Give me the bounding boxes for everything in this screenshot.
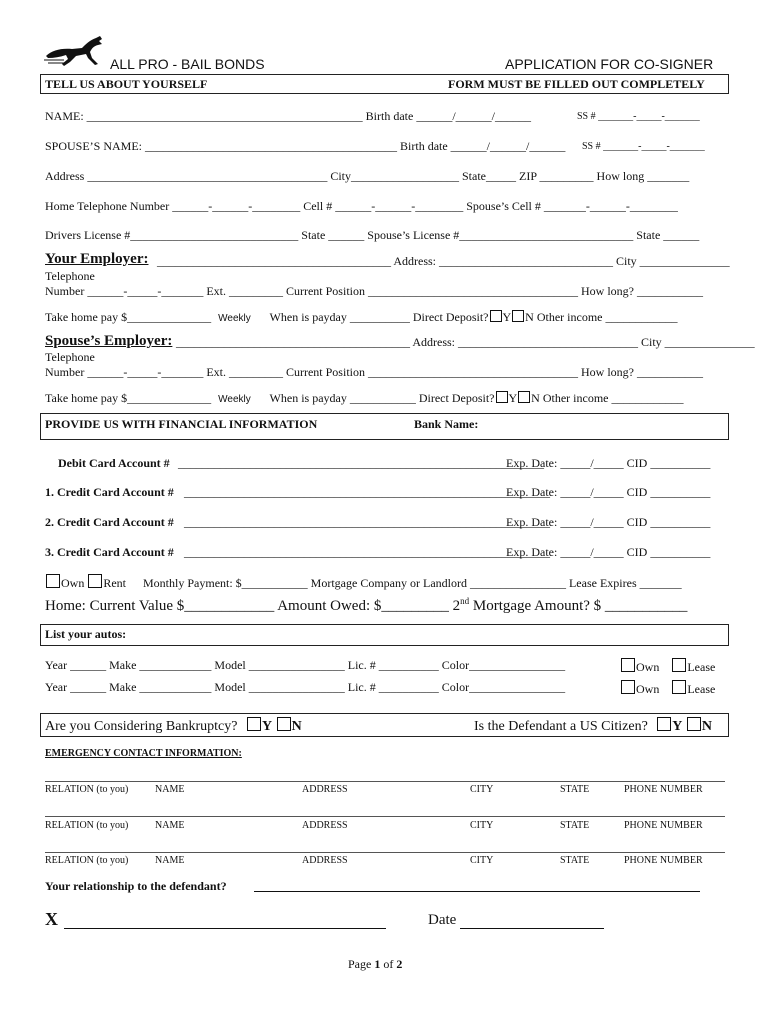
citizen-no-label: N — [701, 719, 713, 734]
rent-label: Rent — [103, 576, 127, 590]
credit-card-1-exp: Exp. Date: _____/_____ CID __________ — [506, 485, 711, 499]
direct-deposit-no-checkbox-1[interactable] — [512, 310, 524, 322]
citizen-label: Is the Defendant a US Citizen? — [474, 719, 648, 734]
company-name: ALL PRO - BAIL BONDS — [110, 56, 265, 72]
bankruptcy-yes-label: Y — [261, 719, 273, 734]
section-tell-us-note: FORM MUST BE FILLED OUT COMPLETELY — [448, 77, 705, 91]
ss-row-2: SS # _______-_____-_______ — [582, 141, 705, 152]
date-line[interactable] — [460, 928, 604, 929]
own-label: Own — [61, 576, 85, 590]
section-autos — [40, 624, 729, 646]
drivers-license-row: Drivers License #____________________________ State ______ Spouse’s License #_____________________________ State ______ — [45, 228, 700, 242]
city-label-2: CITY — [470, 820, 494, 831]
take-home-row-1 — [45, 310, 677, 325]
home-value-row — [45, 596, 687, 615]
employer-tel-row: Number ______-_____-_______ Ext. _________ Current Position ___________________________________ How long? ___________ — [45, 284, 703, 298]
credit-card-1-label: 1. Credit Card Account # — [45, 485, 174, 499]
page-total: 2 — [396, 957, 403, 971]
yes-label-1: Y — [502, 310, 512, 324]
citizen-yes-checkbox[interactable] — [657, 717, 671, 731]
direct-deposit-yes-checkbox-2[interactable] — [496, 391, 508, 403]
direct-deposit-yes-checkbox-1[interactable] — [490, 310, 502, 322]
page-current: 1 — [374, 957, 381, 971]
other-income-1: N Other income ____________ — [525, 310, 678, 324]
credit-card-3-exp: Exp. Date: _____/_____ CID __________ — [506, 545, 711, 559]
rent-checkbox[interactable] — [88, 574, 102, 588]
bankruptcy-no-checkbox[interactable] — [277, 717, 291, 731]
payday-2: When is payday ___________ Direct Deposit? — [269, 391, 495, 405]
yes-label-2: Y — [508, 391, 518, 405]
spouse-tel-row: Number ______-_____-_______ Ext. _________ Current Position ___________________________________ How long? ___________ — [45, 365, 703, 379]
take-home-pay-2: Take home pay $______________ — [45, 391, 212, 405]
page-prefix: Page — [348, 957, 375, 971]
home-phone-row: Home Telephone Number ______-______-________ Cell # ______-______-________ Spouse’s Cell # _______-______-________ — [45, 199, 678, 213]
credit-card-2-label: 2. Credit Card Account # — [45, 515, 174, 529]
auto-2-own-label: Own — [636, 682, 660, 696]
spouse-employer-row: _______________________________________ Address: ______________________________ City _______________ — [176, 335, 755, 349]
auto-2-lease-label: Lease — [687, 682, 716, 696]
horse-logo — [42, 34, 110, 68]
auto-1-lease-checkbox[interactable] — [672, 658, 686, 672]
debit-card-label: Debit Card Account # — [58, 456, 170, 470]
relation-label-2: RELATION (to you) — [45, 820, 129, 831]
name-label-1: NAME — [155, 784, 185, 795]
state-label-3: STATE — [560, 855, 590, 866]
relation-label-1: RELATION (to you) — [45, 784, 129, 795]
financial-title: PROVIDE US WITH FINANCIAL INFORMATION — [45, 417, 318, 431]
address-label-3: ADDRESS — [302, 855, 348, 866]
home-value: Home: Current Value $____________ Amount Owed: $_________ 2 — [45, 598, 461, 614]
name-label-2: NAME — [155, 820, 185, 831]
name-row: NAME: ______________________________________________ Birth date ______/______/______ — [45, 109, 531, 123]
ss-row-1: SS # _______-_____-_______ — [577, 111, 700, 122]
signature-line[interactable] — [64, 928, 386, 929]
housing-row — [45, 574, 682, 591]
state-label-1: STATE — [560, 784, 590, 795]
employer-tel-label: Telephone — [45, 269, 95, 283]
debit-exp: Exp. Date: _____/_____ CID __________ — [506, 456, 711, 470]
payday-1: When is payday __________ Direct Deposit? — [269, 310, 489, 324]
citizen-no-checkbox[interactable] — [687, 717, 701, 731]
bankruptcy-yes-checkbox[interactable] — [247, 717, 261, 731]
weekly-1: Weekly — [218, 313, 251, 324]
credit-card-2-exp: Exp. Date: _____/_____ CID __________ — [506, 515, 711, 529]
auto-row-2: Year ______ Make ____________ Model ________________ Lic. # __________ Color________________ — [45, 680, 566, 694]
date-label: Date — [428, 912, 457, 928]
autos-title: List your autos: — [45, 627, 127, 641]
signature-x: X — [45, 909, 58, 929]
section-tell-us-title: TELL US ABOUT YOURSELF — [45, 77, 208, 91]
auto-1-own-checkbox[interactable] — [621, 658, 635, 672]
page-number — [348, 957, 402, 972]
form-title: APPLICATION FOR CO-SIGNER — [505, 56, 714, 72]
bankruptcy-label: Are you Considering Bankruptcy? — [45, 719, 238, 734]
city-label-3: CITY — [470, 855, 494, 866]
emergency-title: EMERGENCY CONTACT INFORMATION: — [45, 748, 242, 759]
address-label-2: ADDRESS — [302, 820, 348, 831]
monthly-payment: Monthly Payment: $___________ Mortgage Company or Landlord ________________ Lease Expires _______ — [143, 576, 682, 590]
nd-superscript: nd — [460, 596, 470, 606]
take-home-row-2 — [45, 391, 683, 406]
city-label-1: CITY — [470, 784, 494, 795]
auto-1-own-lease — [620, 658, 715, 675]
bankruptcy-no-label: N — [291, 719, 302, 734]
take-home-pay-1: Take home pay $______________ — [45, 310, 212, 324]
direct-deposit-no-checkbox-2[interactable] — [518, 391, 530, 403]
emergency-rule-3 — [45, 852, 725, 853]
address-row: Address ________________________________________ City__________________ State_____ ZIP _________ How long _______ — [45, 169, 690, 183]
citizen-question — [474, 717, 712, 735]
credit-card-3-label: 3. Credit Card Account # — [45, 545, 174, 559]
bank-name-label: Bank Name: — [414, 417, 479, 431]
credit-card-3-line: _____________________________________________________________ — [184, 545, 550, 559]
address-label-1: ADDRESS — [302, 784, 348, 795]
relation-label-3: RELATION (to you) — [45, 855, 129, 866]
credit-card-2-line: _____________________________________________________________ — [184, 515, 550, 529]
page-of: of — [380, 957, 397, 971]
credit-card-1-line: _____________________________________________________________ — [184, 485, 550, 499]
spouse-tel-label: Telephone — [45, 350, 95, 364]
employer-row: _______________________________________ Address: _____________________________ City _______________ — [157, 254, 730, 268]
bankruptcy-question — [45, 717, 302, 735]
employer-title: Your Employer: — [45, 251, 149, 267]
spouse-employer-title: Spouse’s Employer: — [45, 333, 173, 349]
phone-label-3: PHONE NUMBER — [624, 855, 703, 866]
auto-2-lease-checkbox[interactable] — [672, 680, 686, 694]
spouse-name-row: SPOUSE’S NAME: __________________________________________ Birth date ______/______/______ — [45, 139, 566, 153]
auto-1-own-label: Own — [636, 660, 660, 674]
relationship-label: Your relationship to the defendant? — [45, 879, 227, 893]
auto-2-own-checkbox[interactable] — [621, 680, 635, 694]
debit-card-line: _____________________________________________________________ — [178, 456, 544, 470]
own-checkbox[interactable] — [46, 574, 60, 588]
auto-2-own-lease — [620, 680, 715, 697]
emergency-rule-1 — [45, 781, 725, 782]
auto-1-lease-label: Lease — [687, 660, 716, 674]
auto-row-1: Year ______ Make ____________ Model ________________ Lic. # __________ Color________________ — [45, 658, 566, 672]
weekly-2: Weekly — [218, 394, 251, 405]
relationship-line — [254, 891, 700, 892]
mortgage-amount: Mortgage Amount? $ ___________ — [472, 598, 688, 614]
other-income-2: N Other income ____________ — [531, 391, 684, 405]
emergency-rule-2 — [45, 816, 725, 817]
phone-label-1: PHONE NUMBER — [624, 784, 703, 795]
phone-label-2: PHONE NUMBER — [624, 820, 703, 831]
citizen-yes-label: Y — [672, 719, 683, 734]
name-label-3: NAME — [155, 855, 185, 866]
state-label-2: STATE — [560, 820, 590, 831]
